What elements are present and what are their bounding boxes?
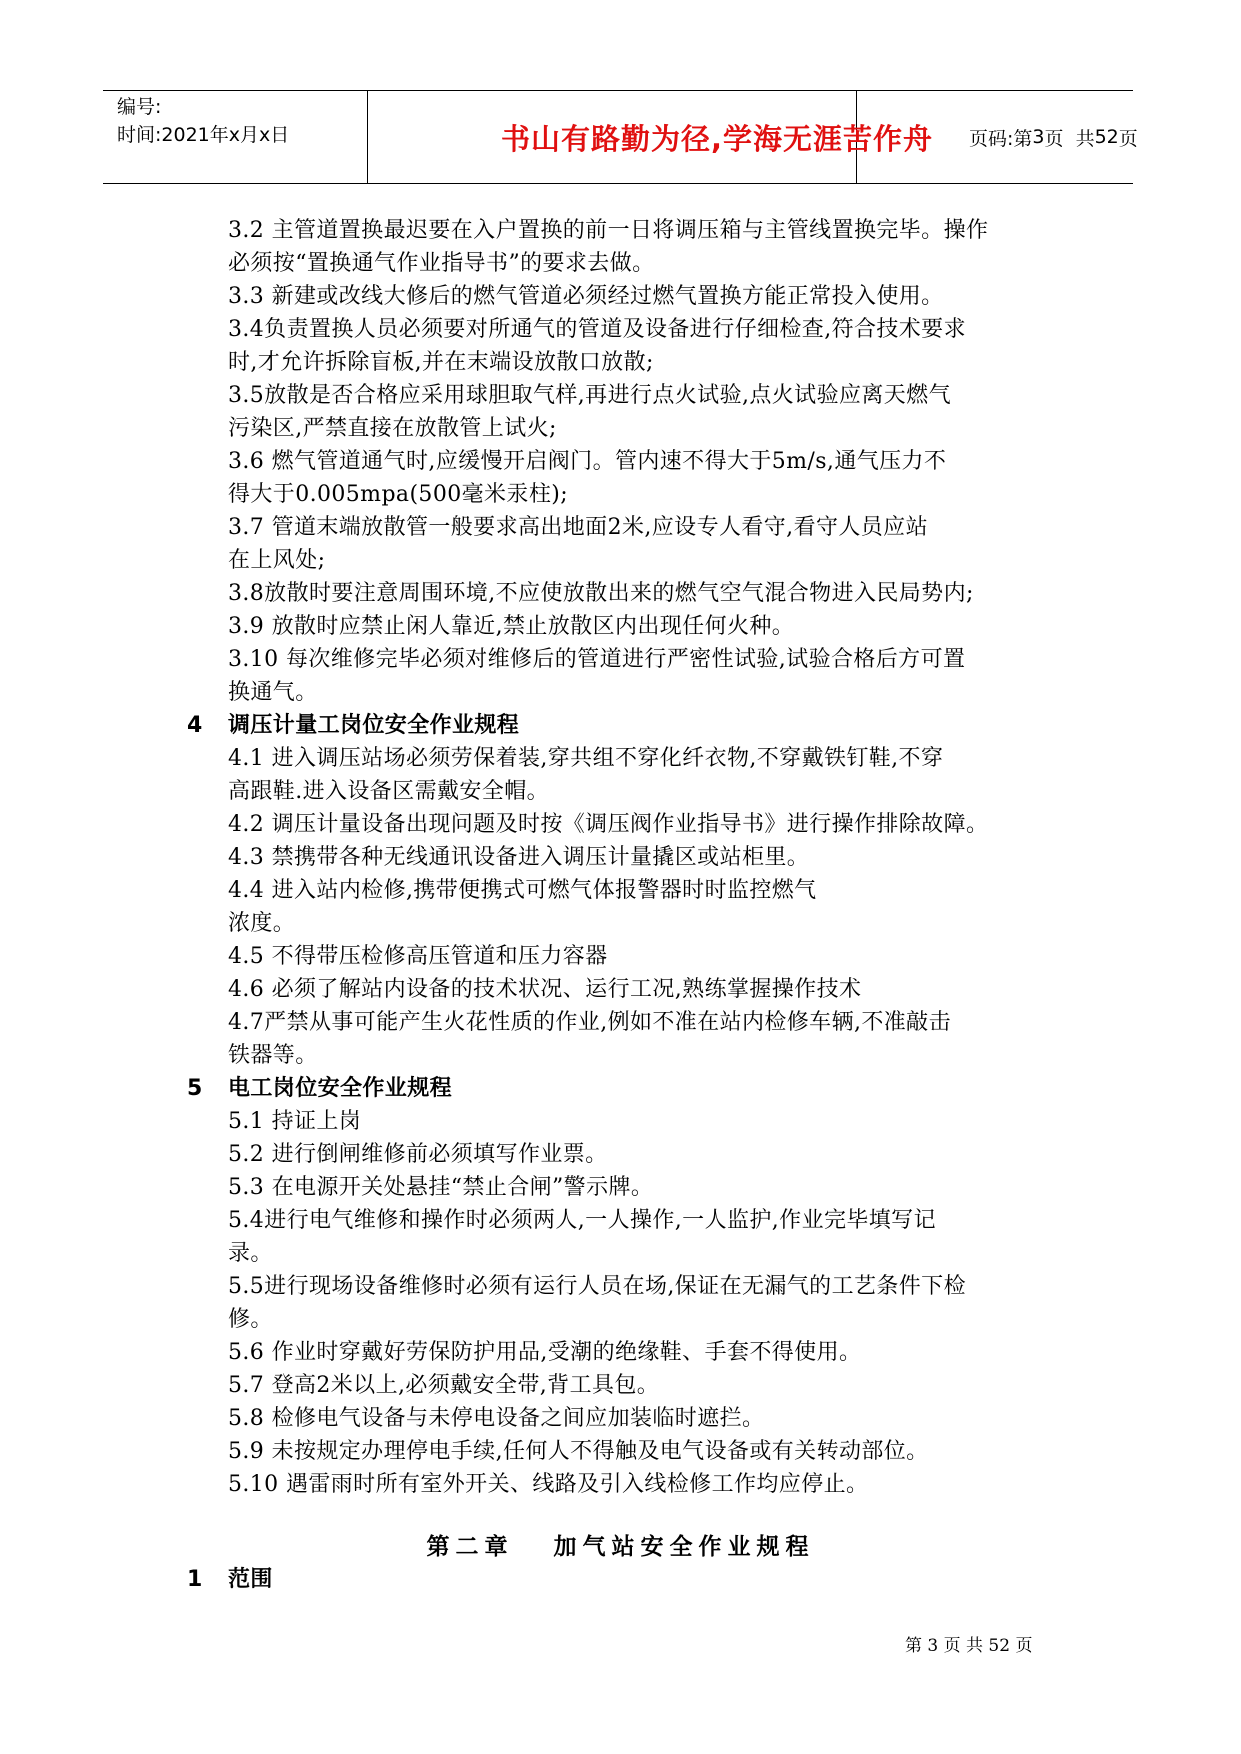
paragraph-line: 5.5进行现场设备维修时必须有运行人员在场,保证在无漏气的工艺条件下检 xyxy=(228,1274,966,1299)
page-code-number: 3 xyxy=(1032,126,1045,148)
page-header xyxy=(103,90,1138,184)
paragraph-line: 得大于0.005mpa(500毫米汞柱); xyxy=(228,482,569,507)
paragraph-line: 4.7严禁从事可能产生火花性质的作业,例如不准在站内检修车辆,不准敲击 xyxy=(228,1010,951,1035)
page-footer: 第 3 页 共 52 页 xyxy=(905,1636,1033,1656)
chapter-title: 加气站安全作业规程 xyxy=(553,1534,815,1560)
paragraph-line: 录。 xyxy=(228,1241,273,1266)
page-code-prefix: 页码:第 xyxy=(969,127,1033,150)
header-meta xyxy=(117,93,289,149)
paragraph-line: 5.1 持证上岗 xyxy=(228,1109,362,1134)
paragraph-line: 污染区,严禁直接在放散管上试火; xyxy=(228,416,557,441)
paragraph-line: 在上风处; xyxy=(228,548,326,573)
paragraph-line: 4.3 禁携带各种无线通讯设备进入调压计量撬区或站柜里。 xyxy=(228,845,810,870)
paragraph-line: 3.9 放散时应禁止闲人靠近,禁止放散区内出现任何火种。 xyxy=(228,614,795,639)
paragraph-line: 时,才允许拆除盲板,并在末端设放散口放散; xyxy=(228,350,654,375)
section-heading xyxy=(187,1562,273,1593)
paragraph-line: 4.5 不得带压检修高压管道和压力容器 xyxy=(228,944,608,969)
paragraph-line: 4.2 调压计量设备出现问题及时按《调压阀作业指导书》进行操作排除故障。 xyxy=(228,812,989,837)
paragraph-line: 3.8放散时要注意周围环境,不应使放散出来的燃气空气混合物进入民局势内; xyxy=(228,581,974,606)
section-title: 电工岗位安全作业规程 xyxy=(228,1076,453,1101)
paragraph-line: 5.7 登高2米以上,必须戴安全带,背工具包。 xyxy=(228,1373,660,1398)
paragraph-line: 3.4负责置换人员必须要对所通气的管道及设备进行仔细检查,符合技术要求 xyxy=(228,317,966,342)
paragraph-line: 4.1 进入调压站场必须劳保着装,穿共组不穿化纤衣物,不穿戴铁钉鞋,不穿 xyxy=(228,746,944,771)
paragraph-line: 修。 xyxy=(228,1307,273,1332)
paragraph-line: 5.4进行电气维修和操作时必须两人,一人操作,一人监护,作业完毕填写记 xyxy=(228,1208,936,1233)
page-code-total: 52 xyxy=(1094,126,1119,148)
paragraph-line: 浓度。 xyxy=(228,911,296,936)
section-heading xyxy=(187,708,519,739)
header-divider xyxy=(367,91,368,183)
page-code-mid: 页 共 xyxy=(1044,127,1095,150)
paragraph-line: 3.3 新建或改线大修后的燃气管道必须经过燃气置换方能正常投入使用。 xyxy=(228,284,944,309)
paragraph-line: 高跟鞋.进入设备区需戴安全帽。 xyxy=(228,779,549,804)
chapter-label: 第二章 xyxy=(426,1534,514,1560)
section-title: 范围 xyxy=(228,1567,273,1592)
document-number-label: 编号: xyxy=(117,96,162,118)
paragraph-line: 换通气。 xyxy=(228,680,318,705)
paragraph-line: 5.6 作业时穿戴好劳保防护用品,受潮的绝缘鞋、手套不得使用。 xyxy=(228,1340,862,1365)
paragraph-line: 4.6 必须了解站内设备的技术状况、运行工况,熟练掌握操作技术 xyxy=(228,977,862,1002)
paragraph-line: 3.7 管道末端放散管一般要求高出地面2米,应设专人看守,看守人员应站 xyxy=(228,515,928,540)
paragraph-line: 3.6 燃气管道通气时,应缓慢开启阀门。管内速不得大于5m/s,通气压力不 xyxy=(228,449,947,474)
section-heading xyxy=(187,1071,452,1102)
paragraph-line: 5.8 检修电气设备与未停电设备之间应加装临时遮拦。 xyxy=(228,1406,765,1431)
page-code-suffix: 页 xyxy=(1118,127,1138,150)
section-title: 调压计量工岗位安全作业规程 xyxy=(228,713,520,738)
section-number: 4 xyxy=(187,713,203,738)
paragraph-line: 5.3 在电源开关处悬挂“禁止合闸”警示牌。 xyxy=(228,1175,654,1200)
section-number: 1 xyxy=(187,1567,203,1592)
paragraph-line: 3.2 主管道置换最迟要在入户置换的前一日将调压箱与主管线置换完毕。操作 xyxy=(228,218,989,243)
header-page-code xyxy=(969,91,1138,183)
chapter-heading xyxy=(0,1528,1241,1561)
paragraph-line: 5.9 未按规定办理停电手续,任何人不得触及电气设备或有关转动部位。 xyxy=(228,1439,929,1464)
paragraph-line: 3.10 每次维修完毕必须对维修后的管道进行严密性试验,试验合格后方可置 xyxy=(228,647,966,672)
header-motto: 书山有路勤为径,学海无涯苦作舟 xyxy=(500,121,934,156)
document-time: 时间:2021年x月x日 xyxy=(117,124,290,146)
section-number: 5 xyxy=(187,1076,203,1101)
paragraph-line: 5.2 进行倒闸维修前必须填写作业票。 xyxy=(228,1142,608,1167)
paragraph-line: 铁器等。 xyxy=(228,1043,318,1068)
paragraph-line: 5.10 遇雷雨时所有室外开关、线路及引入线检修工作均应停止。 xyxy=(228,1472,869,1497)
paragraph-line: 4.4 进入站内检修,携带便携式可燃气体报警器时时监控燃气 xyxy=(228,878,817,903)
paragraph-line: 3.5放散是否合格应采用球胆取气样,再进行点火试验,点火试验应离天燃气 xyxy=(228,383,951,408)
paragraph-line: 必须按“置换通气作业指导书”的要求去做。 xyxy=(228,251,655,276)
